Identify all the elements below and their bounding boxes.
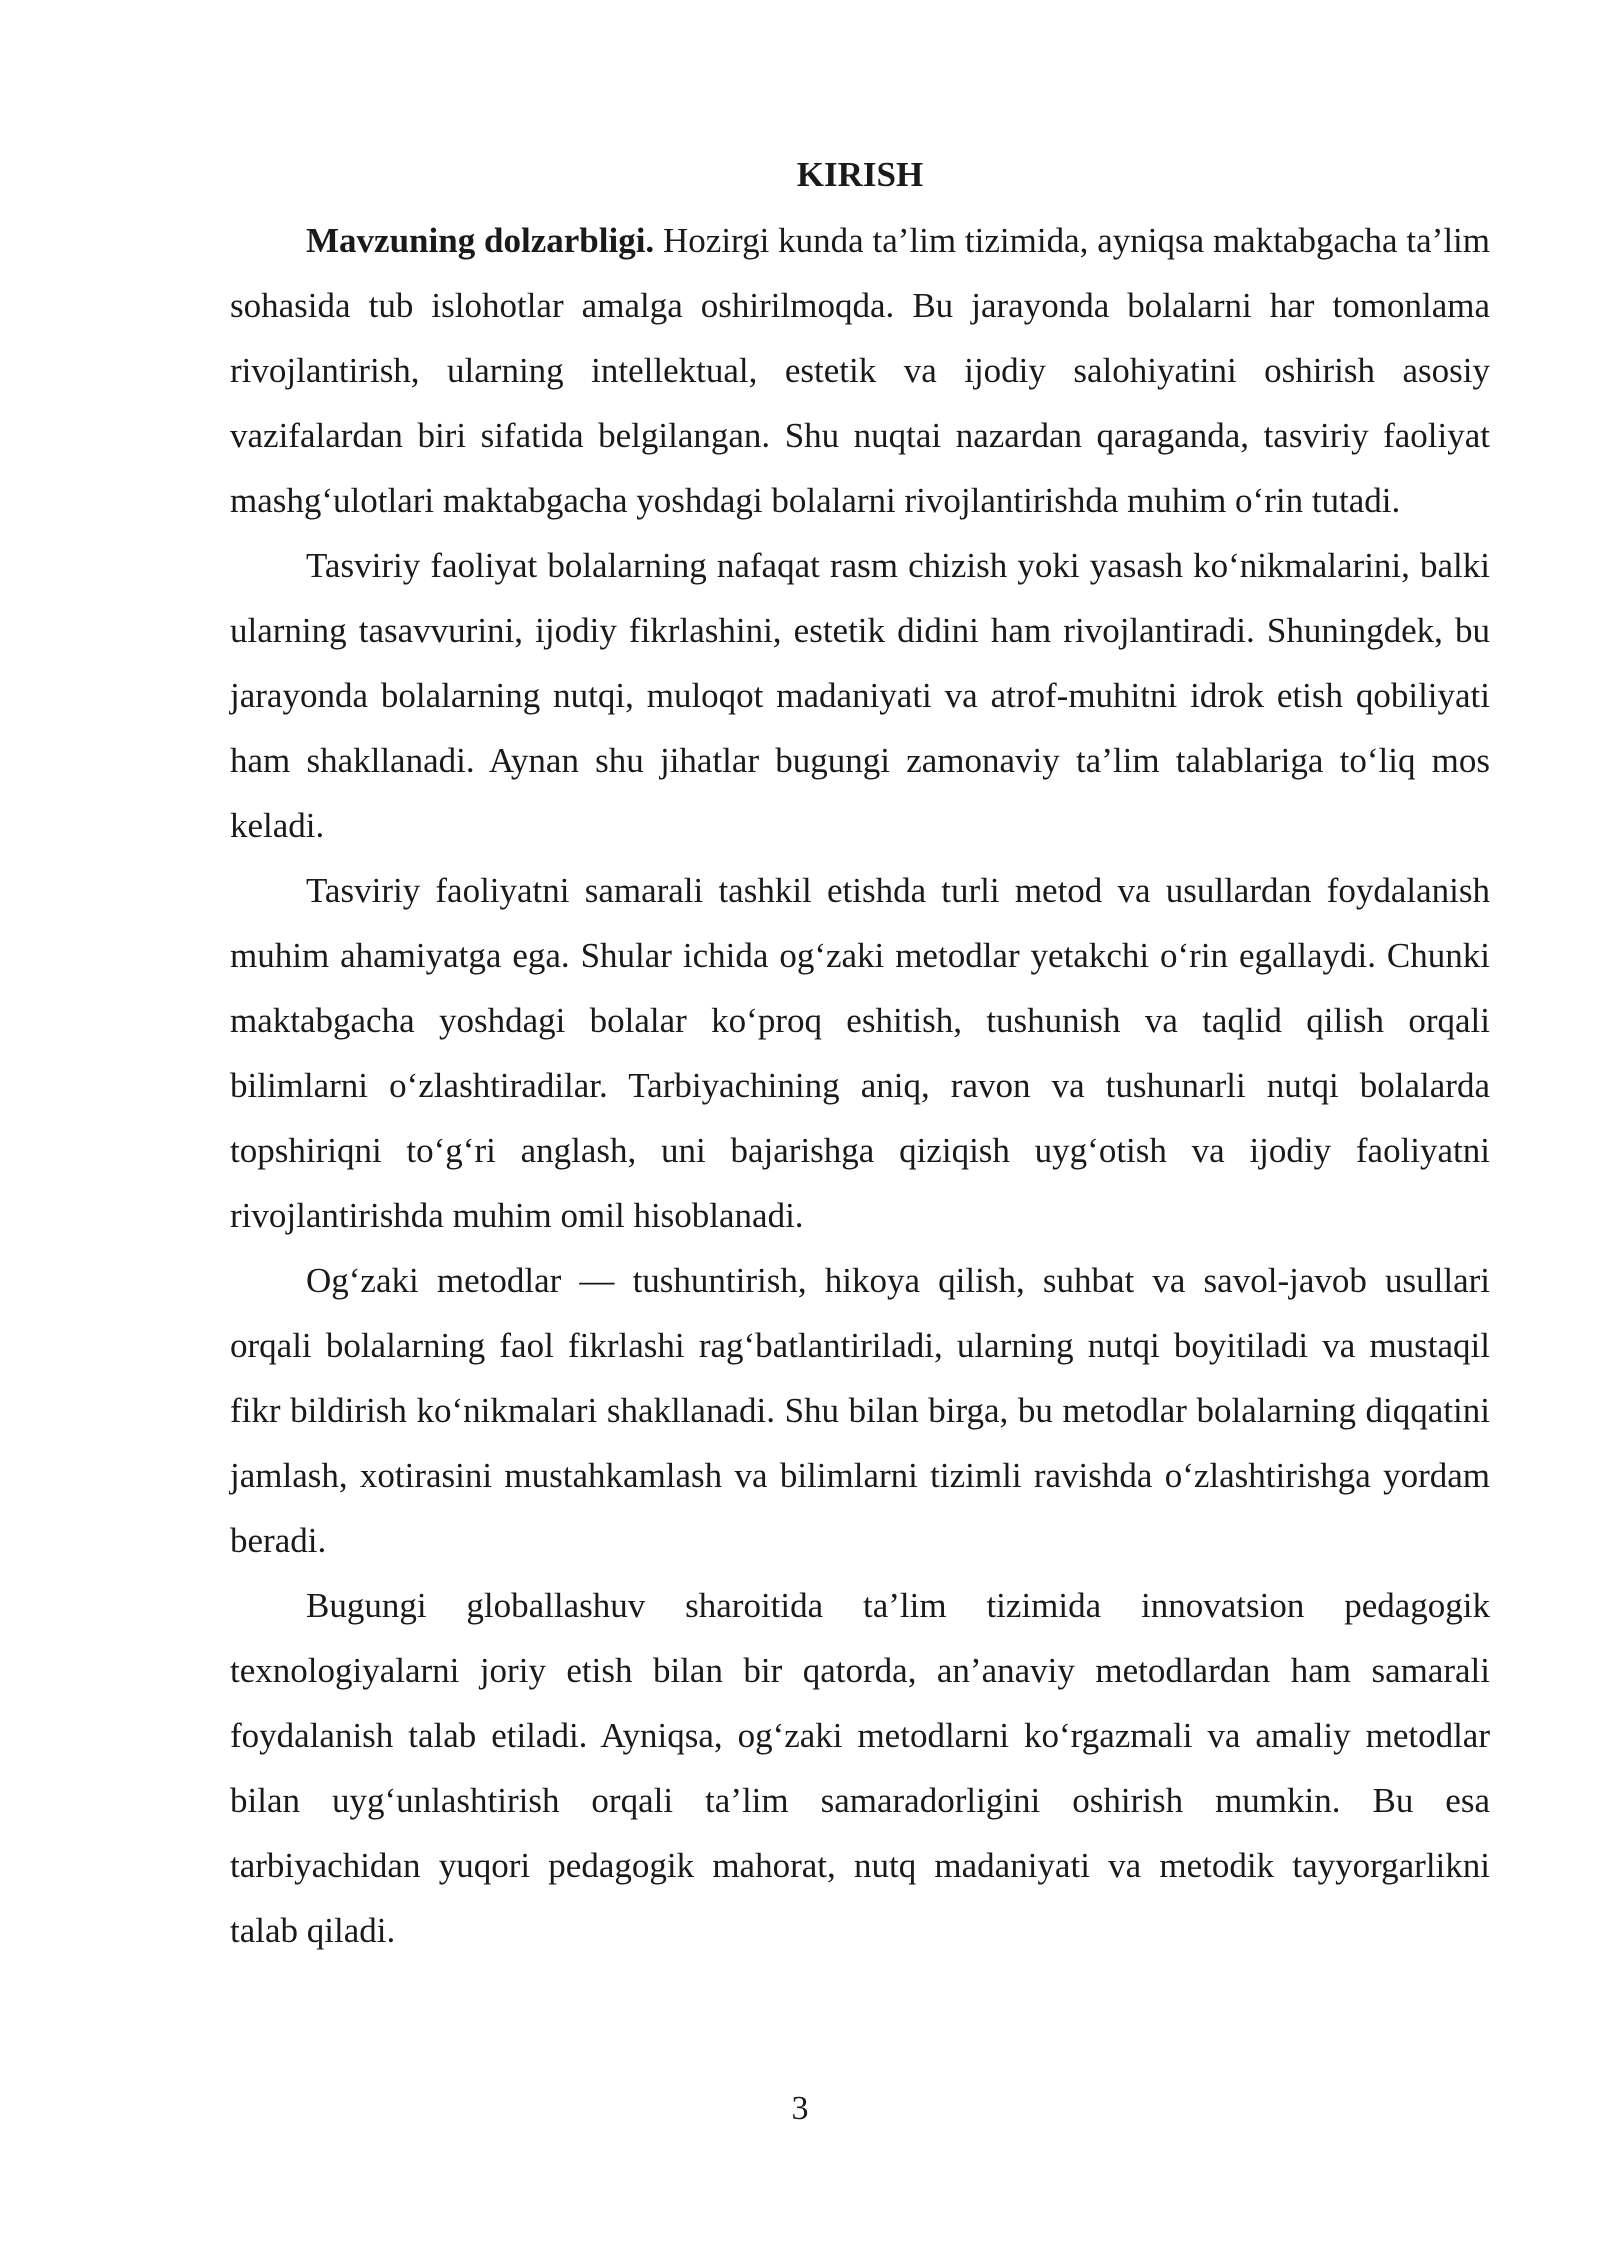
paragraph-lead-bold: Mavzuning dolzarbligi.: [306, 221, 655, 260]
document-page: [230, 150, 1490, 1963]
paragraph-text: Hozirgi kunda ta’lim tizimida, ayniqsa maktabgacha ta’lim sohasida tub islohotlar amalga oshirilmoqda. Bu jarayonda bolalarni har tomonlama rivojlantirish, ularning intellektual, estetik va ijodiy salohiyatini oshirish asosiy vazifalardan biri sifatida belgilangan. Shu nuqtai nazardan qaraganda, tasviriy faoliyat mashg‘ulotlari maktabgacha yoshdagi bolalarni rivojlantirishda muhim o‘rin tutadi.: [230, 221, 1490, 520]
paragraph-methods: Tasviriy faoliyatni samarali tashkil etishda turli metod va usullardan foydalanish muhim ahamiyatga ega. Shular ichida og‘zaki metodlar yetakchi o‘rin egallaydi. Chunki maktabgacha yoshdagi bolalar ko‘proq eshitish, tushunish va taqlid qilish orqali bilimlarni o‘zlashtiradilar. Tarbiyachining aniq, ravon va tushunarli nutqi bolalarda topshiriqni to‘g‘ri anglash, uni bajarishga qiziqish uyg‘otish va ijodiy faoliyatni rivojlantirishda muhim omil hisoblanadi.: [230, 871, 1490, 1235]
paragraph-visual-activity: Tasviriy faoliyat bolalarning nafaqat rasm chizish yoki yasash ko‘nikmalarini, balki ularning tasavvurini, ijodiy fikrlashini, estetik didini ham rivojlantiradi. Shuningdek, bu jarayonda bolalarning nutqi, muloqot madaniyati va atrof-muhitni idrok etish qobiliyati ham shakllanadi. Aynan shu jihatlar bugungi zamonaviy ta’lim talablariga to‘liq mos keladi.: [230, 546, 1490, 845]
paragraph-globalization: Bugungi globallashuv sharoitida ta’lim tizimida innovatsion pedagogik texnologiyalarni joriy etish bilan bir qatorda, an’anaviy metodlardan ham samarali foydalanish talab etiladi. Ayniqsa, og‘zaki metodlarni ko‘rgazmali va amaliy metodlar bilan uyg‘unlashtirish orqali ta’lim samaradorligini oshirish mumkin. Bu esa tarbiyachidan yuqori pedagogik mahorat, nutq madaniyati va metodik tayyorgarlikni talab qiladi.: [230, 1586, 1490, 1950]
paragraph-relevance: [230, 208, 1490, 533]
paragraph-verbal-methods: Og‘zaki metodlar — tushuntirish, hikoya qilish, suhbat va savol-javob usullari orqali bolalarning faol fikrlashi rag‘batlantiriladi, ularning nutqi boyitiladi va mustaqil fikr bildirish ko‘nikmalari shakllanadi. Shu bilan birga, bu metodlar bolalarning diqqatini jamlash, xotirasini mustahkamlash va bilimlarni tizimli ravishda o‘zlashtirishga yordam beradi.: [230, 1261, 1490, 1560]
section-heading: KIRISH: [796, 155, 924, 194]
page-number: 3: [791, 2090, 809, 2127]
